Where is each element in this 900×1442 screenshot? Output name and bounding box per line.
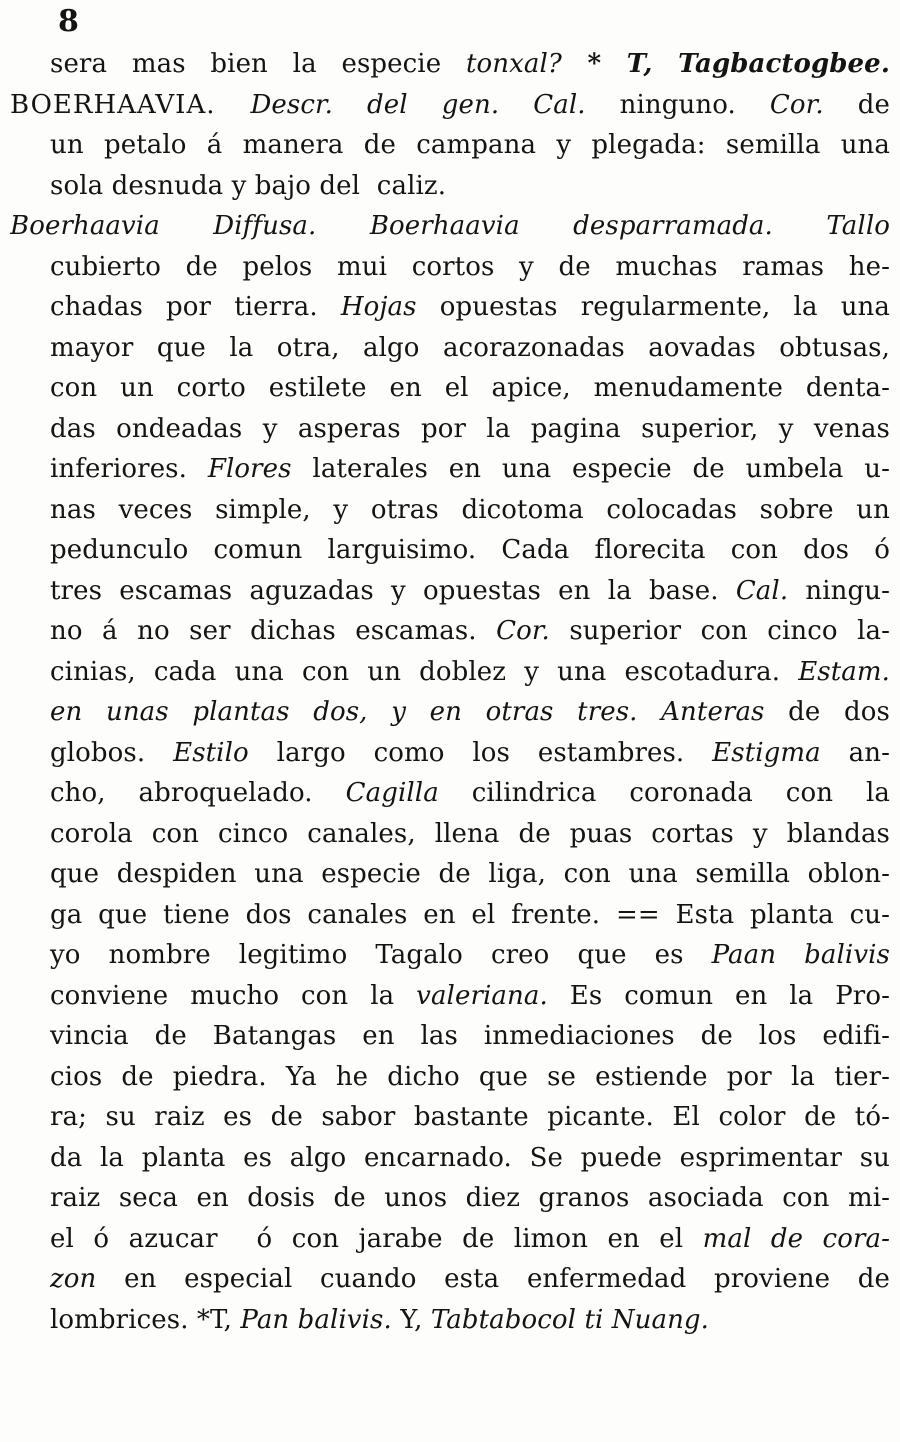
text-segment: vincia de Batangas en las inmediaciones de los edifi- (50, 1021, 890, 1051)
text-segment: el ó azucar ó con jarabe de limon en el (50, 1223, 703, 1254)
italic-text: Cagilla (345, 778, 439, 808)
text-segment: Es comun en la Pro- (547, 980, 890, 1011)
text-segment: globos. (50, 737, 174, 768)
text-line (10, 611, 890, 652)
text-segment: ga que tiene dos canales en el frente. == Esta planta cu- (50, 899, 890, 930)
text-segment: que despiden una especie de liga, con una semilla oblon- (50, 859, 890, 889)
text-line (10, 895, 890, 936)
text-line (10, 328, 890, 369)
italic-text: Flores (207, 454, 292, 484)
text-segment: ninguno. (585, 89, 770, 120)
text-segment: raiz seca en dosis de unos diez granos asociada con mi- (50, 1183, 890, 1213)
text-segment: * (561, 49, 627, 79)
text-segment: an- (820, 737, 890, 768)
italic-text: Pan balivis. (240, 1304, 392, 1335)
text-segment: un petalo á manera de campana y plegada: semilla una (50, 130, 890, 160)
text-segment: pedunculo comun larguisimo. Cada florecita con dos ó (50, 535, 890, 565)
text-segment: da la planta es algo encarnado. Se puede esprimentar su (50, 1142, 890, 1173)
page-number: 8 (58, 4, 79, 39)
text-segment: das ondeadas y asperas por la pagina superior, y venas (50, 413, 890, 444)
text-line (10, 733, 890, 774)
text-segment: BOERHAAVIA. (10, 89, 251, 120)
italic-text: Cor. (496, 616, 550, 646)
italic-text: Tabtabocol ti Nuang. (430, 1304, 710, 1335)
text-line (10, 449, 890, 490)
body-text (10, 44, 890, 1340)
text-segment: cho, abroquelado. (50, 778, 346, 808)
text-line (10, 814, 890, 855)
italic-text: Boerhaavia Diffusa. Boerhaavia desparramada. Tallo (10, 211, 890, 241)
text-line (10, 1097, 890, 1138)
text-line (10, 44, 890, 85)
text-segment: con un corto estilete en el apice, menudamente denta- (50, 373, 890, 403)
text-line (10, 1259, 890, 1300)
text-line (10, 368, 890, 409)
text-line (10, 1178, 890, 1219)
text-segment: no á no ser dichas escamas. (50, 616, 497, 646)
text-segment: chadas por tierra. (50, 292, 341, 322)
text-line (10, 935, 890, 976)
text-line (10, 976, 890, 1017)
italic-text: Estilo (173, 737, 249, 768)
text-line (10, 854, 890, 895)
text-segment: inferiores. (50, 454, 208, 484)
text-segment: en especial cuando esta enfermedad proviene de (96, 1264, 890, 1294)
italic-text: Hojas (340, 292, 417, 322)
text-segment: cios de piedra. Ya he dicho que se estiende por la tier- (50, 1061, 890, 1092)
italic-text: zon (50, 1264, 97, 1294)
text-line (10, 1219, 890, 1260)
text-line (10, 206, 890, 247)
text-segment: cilindrica coronada con la (438, 778, 890, 808)
text-line (10, 247, 890, 288)
text-segment: lombrices. *T, (50, 1304, 241, 1335)
italic-text: Paan balivis (711, 940, 890, 970)
text-line (10, 1300, 890, 1341)
text-segment: de dos (764, 697, 890, 727)
text-segment: opuestas regularmente, la una (416, 292, 890, 322)
text-segment: yo nombre legitimo Tagalo creo que es (50, 940, 712, 970)
text-line (10, 125, 890, 166)
italic-text: T, Tagbactogbee. (626, 49, 890, 79)
text-segment: sola desnuda y bajo del caliz. (50, 170, 447, 201)
text-segment: Y, (391, 1304, 431, 1335)
text-segment: ningu- (788, 575, 890, 606)
text-line (10, 490, 890, 531)
text-segment: sera mas bien la especie (50, 49, 466, 79)
italic-text: Cal. (735, 575, 789, 606)
italic-text: tonxal? (465, 49, 562, 79)
text-segment: cubierto de pelos mui cortos y de muchas ramas he- (50, 251, 890, 282)
text-line (10, 287, 890, 328)
text-line (10, 692, 890, 733)
text-segment: de (823, 89, 890, 120)
text-segment: largo como los estambres. (248, 737, 713, 768)
italic-text: en unas plantas dos, y en otras tres. Anteras (50, 697, 765, 727)
text-line (10, 773, 890, 814)
text-segment: ra; su raiz es de sabor bastante picante. El color de tó- (50, 1102, 890, 1132)
text-line (10, 1016, 890, 1057)
text-line (10, 571, 890, 612)
text-segment: tres escamas aguzadas y opuestas en la base. (50, 575, 736, 606)
text-segment: conviene mucho con la (50, 980, 417, 1011)
italic-text: Cor. (769, 89, 824, 120)
italic-text: mal de cora- (702, 1223, 890, 1254)
text-segment: laterales en una especie de umbela u- (291, 454, 890, 484)
text-line (10, 1138, 890, 1179)
text-segment: superior con cinco la- (549, 616, 890, 646)
text-segment: cinias, cada una con un doblez y una escotadura. (50, 656, 799, 687)
italic-text: Estigma (712, 737, 821, 768)
text-line (10, 530, 890, 571)
text-segment: nas veces simple, y otras dicotoma colocadas sobre un (50, 494, 890, 525)
text-line (10, 85, 890, 126)
text-line (10, 652, 890, 693)
text-segment: mayor que la otra, algo acorazonadas aovadas obtusas, (50, 332, 890, 363)
italic-text: Descr. del gen. Cal. (250, 89, 586, 120)
text-line (10, 409, 890, 450)
italic-text: valeriana. (416, 980, 548, 1011)
text-line (10, 166, 890, 207)
text-line (10, 1057, 890, 1098)
italic-text: Estam. (798, 656, 890, 687)
text-segment: corola con cinco canales, llena de puas cortas y blandas (50, 818, 890, 849)
